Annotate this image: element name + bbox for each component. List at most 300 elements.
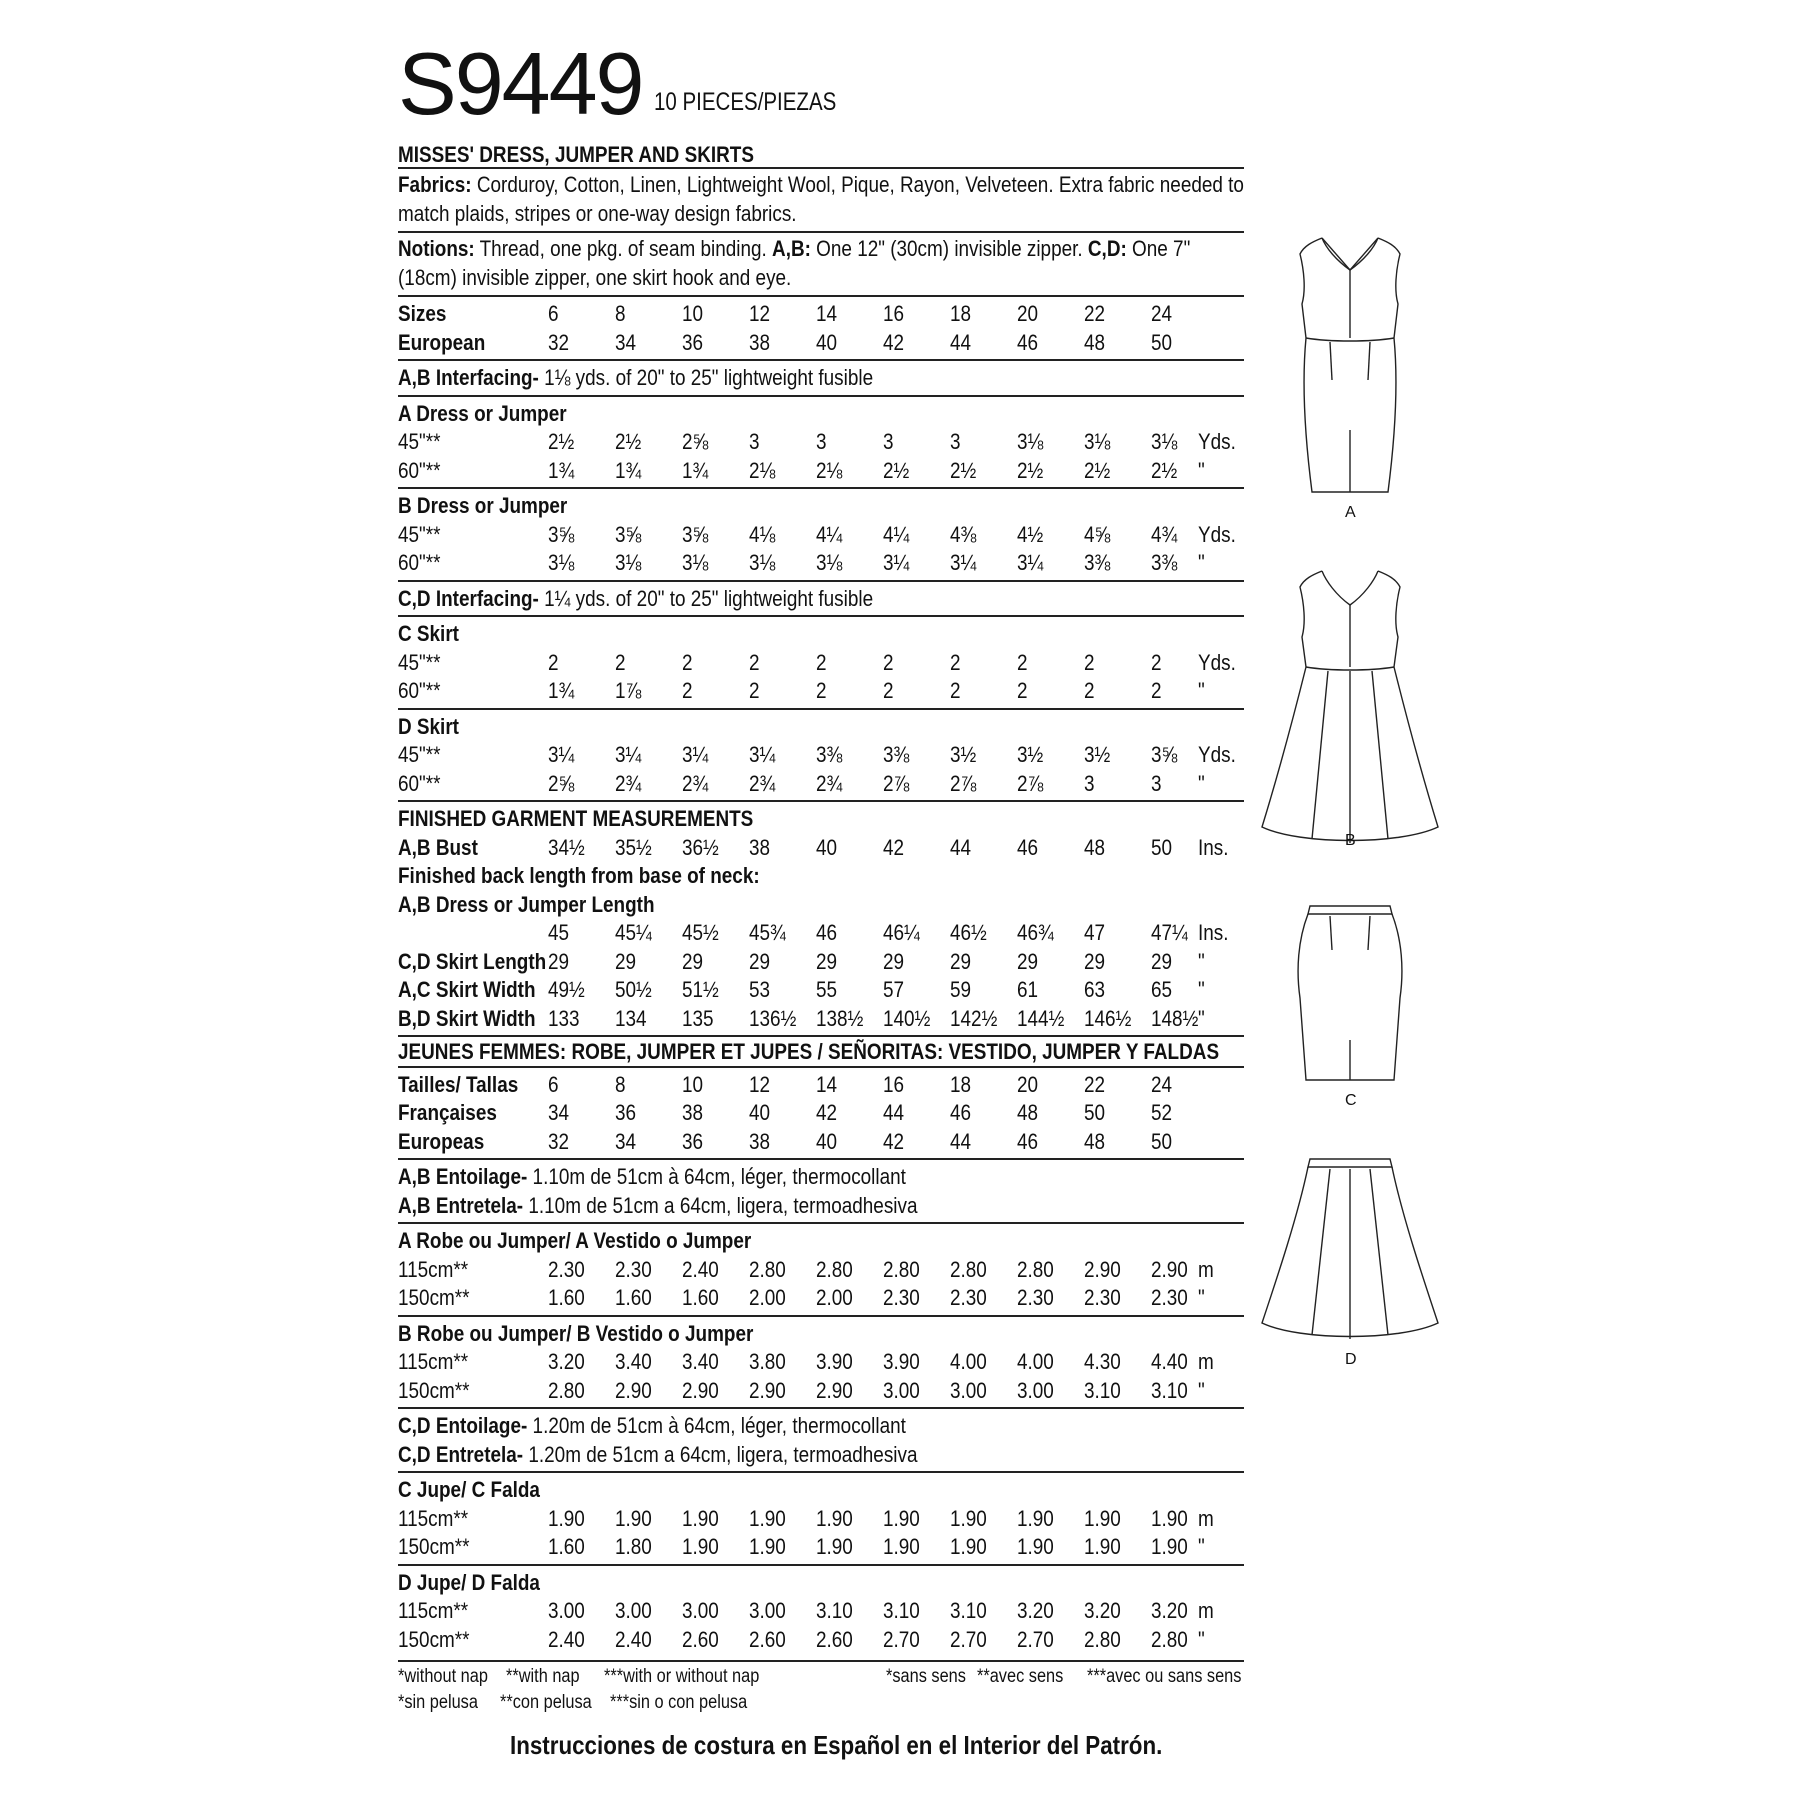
skirt-length-row [398,947,1244,976]
europeas-row-cell: 50 [1151,1128,1173,1154]
cd-entoilage-block-text [398,1413,906,1439]
francaises-row-cell: 52 [1151,1100,1173,1125]
sizes-row-cell: 14 [816,301,838,326]
cd-interfacing-text [398,586,873,612]
dress-yardage-row-label: 45"** [398,521,441,547]
skirt-length-row-label: C,D Skirt Length [398,948,547,974]
jupe-yardage-row-cell: 2.70 [950,1626,987,1652]
skirt-yardage-row-cell: 2 [682,649,693,675]
jupe-yardage-row-unit: " [1198,1626,1205,1652]
notions-text [398,233,1249,295]
dress-yardage-row [398,520,1244,549]
dress-yardage-row-cell: 4¾ [1151,521,1178,547]
robe-yardage-row-cell: 2.90 [749,1377,786,1403]
dress-length-row [398,918,1244,947]
cd-interfacing-block [398,582,1244,616]
jupe-yardage-row-cell: 1.90 [749,1534,786,1559]
tailles-row-cell: 10 [682,1071,704,1097]
jupe-yardage-row-cell: 1.90 [1017,1534,1054,1559]
dress-yardage-row-cell: 2½ [883,457,910,483]
jupe-yardage-row-cell: 1.60 [548,1534,585,1559]
notions-body-1: Thread, one pkg. of seam binding. [474,236,773,261]
dress-length-row-cell: 45½ [682,920,719,945]
skirt-yardage-row-cell: 3⅜ [816,742,843,767]
robe-yardage-row-cell: 2.90 [1084,1256,1121,1282]
europeas-row-cell: 34 [615,1128,637,1154]
jupe-yardage-row-cell: 2.40 [615,1626,652,1652]
view-d-skirt-illustration [1260,1155,1440,1345]
bust-row [398,833,1244,862]
bd-width-row-cell: 148½ [1151,1005,1199,1031]
robe-yardage-row-cell: 2.30 [548,1256,585,1282]
dress-yardage-row-cell: 3 [883,429,894,454]
footnote-fr-1: *sans sens [886,1666,966,1687]
jupe-yardage-row-cell: 1.90 [950,1505,987,1531]
ac-width-row-label: A,C Skirt Width [398,977,536,1002]
dress-yardage-row-cell: 3⅝ [548,521,575,547]
francaises-row-cell: 34 [548,1100,570,1125]
ab-entoilage-block-body: 1.10m de 51cm à 64cm, léger, thermocollant [527,1164,906,1189]
skirt-yardage-row-cell: 3¼ [615,742,642,767]
europeas-row-cell: 38 [749,1128,771,1154]
ab-entoilage-block-text [398,1164,906,1190]
ac-width-row [398,975,1244,1004]
jupe-yardage-row-cell: 3.20 [1017,1598,1054,1623]
dress-yardage-row-cell: 3⅛ [816,550,843,575]
jupe-yardage-row-cell: 2.80 [1084,1626,1121,1652]
skirt-yardage-row-cell: 2 [1151,678,1162,703]
francaises-row-cell: 38 [682,1100,704,1125]
dress-length-row-cell: 46¾ [1017,920,1054,945]
european-row-cell: 32 [548,329,570,355]
robe-yardage-block [398,1224,1244,1315]
bust-row-cell: 42 [883,834,905,860]
pattern-number: S9449 [398,34,643,133]
skirt-yardage-block [398,617,1244,708]
europeas-row-cell: 40 [816,1128,838,1154]
fabrics-text [398,169,1249,231]
robe-yardage-row-cell: 4.00 [950,1349,987,1374]
skirt-yardage-heading-label: C Skirt [398,621,459,646]
yardage-table [398,140,1244,1656]
dress-yardage-row-cell: 2½ [615,429,642,454]
jupe-yardage-row [398,1596,1244,1625]
jupe-yardage-row-cell: 1.90 [816,1534,853,1559]
jupe-yardage-row-cell: 1.90 [883,1505,920,1531]
skirt-yardage-row-cell: 2 [749,649,760,675]
skirt-yardage-row-cell: 2¾ [749,770,776,796]
european-row-cell: 34 [615,329,637,355]
dress-yardage-row-cell: 4¼ [883,521,910,547]
jupe-yardage-row-cell: 1.90 [1017,1505,1054,1531]
dress-length-row-unit: Ins. [1198,920,1229,945]
french-spanish-heading-text: JEUNES FEMMES: ROBE, JUMPER ET JUPES / SEÑORITAS: VESTIDO, JUMPER Y FALDAS [398,1039,1220,1064]
dress-yardage-row-cell: 2½ [548,429,575,454]
jupe-yardage-row-cell: 1.90 [1151,1534,1188,1559]
dress-yardage-row-cell: 3 [950,429,961,454]
skirt-yardage-row-cell: 2 [816,649,827,675]
robe-yardage-row-cell: 4.30 [1084,1349,1121,1374]
view-a-label: A [1345,504,1356,521]
cd-entoilage-block-row [398,1440,1244,1469]
back-length-note [398,861,1244,890]
jupe-yardage-row-cell: 3.10 [883,1598,920,1623]
cd-entoilage-block-row [398,1411,1244,1440]
francaises-row-cell: 44 [883,1100,905,1125]
jupe-yardage-row-cell: 1.80 [615,1534,652,1559]
jupe-yardage-row-cell: 3.10 [950,1598,987,1623]
skirt-yardage-row-unit: " [1198,770,1205,796]
bd-width-row-cell: 136½ [749,1005,797,1031]
footnote-fr-3: ***avec ou sans sens [1087,1666,1242,1687]
robe-yardage-row-cell: 3.00 [1017,1377,1054,1403]
skirt-yardage-row-cell: 2 [883,649,894,675]
jupe-yardage-row-unit: m [1198,1598,1214,1623]
footnote-es-1: *sin pelusa [398,1692,478,1713]
jupe-yardage-row-cell: 2.70 [883,1626,920,1652]
skirt-length-row-cell: 29 [950,948,972,974]
skirt-length-row-cell: 29 [548,948,570,974]
robe-yardage-row-cell: 2.80 [1017,1256,1054,1282]
dress-yardage-row-cell: 3¼ [1017,550,1044,575]
robe-yardage-row-cell: 3.80 [749,1349,786,1374]
ac-width-row-cell: 65 [1151,977,1173,1002]
sizes-row-cell: 16 [883,301,905,326]
cd-interfacing-body: 1¼ yds. of 20" to 25" lightweight fusible [538,585,874,611]
skirt-yardage-row-cell: 2⅞ [1017,770,1044,796]
ac-width-row-cell: 59 [950,977,972,1002]
robe-yardage-row-unit: m [1198,1256,1214,1282]
european-row-cell: 40 [816,329,838,355]
jupe-yardage-row-cell: 1.90 [1084,1505,1121,1531]
jupe-yardage-row-cell: 3.00 [548,1598,585,1623]
view-c-label: C [1345,1092,1357,1109]
footnote-en-1: *without nap [398,1666,488,1687]
jupe-yardage-row-cell: 1.90 [682,1505,719,1531]
francaises-row-cell: 50 [1084,1100,1106,1125]
skirt-yardage-row-cell: 3¼ [749,742,776,767]
robe-yardage-row-cell: 2.90 [615,1377,652,1403]
title-text: MISSES' DRESS, JUMPER AND SKIRTS [398,142,754,167]
ac-width-row-cell: 61 [1017,977,1039,1002]
robe-yardage-row-cell: 2.30 [1084,1285,1121,1310]
european-row-label: European [398,329,486,355]
bust-row-cell: 36½ [682,834,719,860]
robe-yardage-row-cell: 2.80 [883,1256,920,1282]
dress-yardage-heading-label: A Dress or Jumper [398,400,567,426]
skirt-yardage-row-cell: 2¾ [816,770,843,796]
skirt-length-row-cell: 29 [615,948,637,974]
ab-entoilage-block-label: A,B Entoilage- [398,1164,528,1189]
skirt-yardage-row-cell: 3 [1084,770,1095,796]
skirt-yardage-row-label: 60"** [398,678,441,703]
dress-yardage-row-cell: 4⅜ [950,521,977,547]
robe-yardage-row-cell: 1.60 [615,1285,652,1310]
tailles-row-cell: 14 [816,1071,838,1097]
fabrics-body: Corduroy, Cotton, Linen, Lightweight Wool, Pique, Rayon, Velveteen. Extra fabric needed to match plaids, stripes or one-way design fabrics. [398,172,1244,226]
jupe-yardage-row-label: 150cm** [398,1626,470,1652]
dress-length-row-cell: 45 [548,920,570,945]
robe-yardage-row [398,1347,1244,1376]
skirt-yardage-row-cell: 2 [749,678,760,703]
european-row-cell: 50 [1151,329,1173,355]
robe-yardage-row-cell: 2.80 [749,1256,786,1282]
tailles-row-cell: 24 [1151,1071,1173,1097]
footnote-en-3: ***with or without nap [604,1666,760,1687]
skirt-yardage-heading [398,619,1244,648]
dress-length-heading-label: A,B Dress or Jumper Length [398,891,655,917]
ab-interfacing-text [398,365,873,391]
notions-body-2: One 12" (30cm) invisible zipper. [810,236,1088,261]
dress-yardage-row-cell: 3 [816,429,827,454]
ab-entoilage-block-body: 1.10m de 51cm a 64cm, ligera, termoadhesiva [523,1192,918,1218]
ab-entoilage-block [398,1160,1244,1222]
view-c-skirt-illustration [1260,900,1440,1090]
skirt-yardage-row [398,676,1244,705]
robe-yardage-row-label: 150cm** [398,1285,470,1310]
europeas-row-cell: 44 [950,1128,972,1154]
sizes-row-cell: 18 [950,301,972,326]
notions-ab: A,B: [772,236,811,261]
skirt-yardage-row-cell: 2 [1017,678,1028,703]
robe-yardage-heading [398,1319,1244,1348]
robe-yardage-row-cell: 2.80 [950,1256,987,1282]
robe-yardage-heading-label: B Robe ou Jumper/ B Vestido o Jumper [398,1320,754,1346]
skirt-yardage-row-cell: 2 [816,678,827,703]
robe-yardage-row-unit: m [1198,1349,1214,1374]
dress-yardage-row-label: 45"** [398,429,441,454]
dress-yardage-row-label: 60"** [398,457,441,483]
bd-width-row-cell: 142½ [950,1005,998,1031]
europeas-row [398,1127,1244,1156]
dress-yardage-row-cell: 3⅝ [615,521,642,547]
french-spanish-heading [398,1037,1244,1066]
francaises-row-cell: 42 [816,1100,838,1125]
view-b-label: B [1345,832,1356,849]
robe-yardage-row-label: 115cm** [398,1256,469,1282]
europeas-row-cell: 48 [1084,1128,1106,1154]
ab-entoilage-block-row [398,1162,1244,1191]
dress-yardage-row-cell: 3⅛ [1017,429,1044,454]
francaises-row [398,1098,1244,1127]
dress-yardage-row-cell: 4⅛ [749,521,776,547]
dress-yardage-row-cell: 2⅛ [816,457,843,483]
dress-yardage-heading-label: B Dress or Jumper [398,493,568,518]
jupe-yardage-row-cell: 2.80 [1151,1626,1188,1652]
skirt-length-row-cell: 29 [1017,948,1039,974]
dress-yardage-row-cell: 2⅛ [749,457,776,483]
jupe-yardage-row-cell: 1.90 [1084,1534,1121,1559]
dress-yardage-row-cell: 4⅝ [1084,521,1111,547]
robe-yardage-row-cell: 3.40 [682,1349,719,1374]
robe-yardage-block [398,1317,1244,1408]
skirt-yardage-row-cell: 1¾ [548,678,575,703]
jupe-yardage-row-cell: 1.90 [749,1505,786,1531]
bust-row-cell: 50 [1151,834,1173,860]
cd-entoilage-block-body: 1.20m de 51cm a 64cm, ligera, termoadhesiva [523,1441,918,1467]
cd-interfacing-row [398,584,1244,613]
jupe-yardage-row-label: 150cm** [398,1534,470,1559]
ab-interfacing-row [398,363,1244,392]
footnote-es-2: **con pelusa [500,1692,592,1713]
dress-yardage-row-cell: 2⅝ [682,429,709,454]
skirt-length-row-cell: 29 [1151,948,1173,974]
robe-yardage-row-cell: 4.40 [1151,1349,1188,1374]
bd-width-row-cell: 146½ [1084,1005,1132,1031]
robe-yardage-row-cell: 2.30 [1151,1285,1188,1310]
sizes-row-label: Sizes [398,301,447,326]
robe-yardage-row-cell: 2.30 [950,1285,987,1310]
view-a-dress-illustration [1260,230,1440,510]
robe-yardage-row-cell: 3.00 [883,1377,920,1403]
dress-yardage-row-cell: 2½ [1084,457,1111,483]
tailles-row-cell: 22 [1084,1071,1106,1097]
jupe-yardage-row-cell: 1.90 [682,1534,719,1559]
european-row [398,328,1244,357]
view-b-dress-illustration [1260,565,1440,855]
robe-yardage-row-cell: 2.90 [682,1377,719,1403]
tailles-row-cell: 6 [548,1071,559,1097]
bust-row-cell: 38 [749,834,771,860]
fabrics-label: Fabrics: [398,172,472,197]
skirt-yardage-row-unit: Yds. [1198,742,1236,767]
view-b-sketch [1260,565,1440,860]
footnote-en-2: **with nap [506,1666,580,1687]
cd-entoilage-block-body: 1.20m de 51cm à 64cm, léger, thermocollant [527,1413,906,1438]
robe-yardage-row-cell: 2.30 [1017,1285,1054,1310]
dress-yardage-heading [398,491,1244,520]
sizes-row-cell: 10 [682,301,704,326]
robe-yardage-row-cell: 3.10 [1084,1377,1121,1403]
pattern-title [398,140,1244,167]
jupe-yardage-row-cell: 2.60 [816,1626,853,1652]
dress-yardage-row-unit: Yds. [1198,429,1236,454]
skirt-yardage-row-label: 45"** [398,742,441,767]
footnote-divider [398,1660,1244,1662]
european-row-cell: 36 [682,329,704,355]
skirt-yardage-row-cell: 2⅞ [950,770,977,796]
bust-row-cell: 48 [1084,834,1106,860]
dress-yardage-row-cell: 2½ [1151,457,1178,483]
footnotes [398,1660,1244,1718]
finished-measurements-block [398,802,1244,1035]
robe-yardage-row-unit: " [1198,1377,1205,1403]
bust-row-unit: Ins. [1198,834,1229,860]
jupe-yardage-block [398,1473,1244,1564]
skirt-yardage-row-cell: 2 [548,649,559,675]
europeas-row-cell: 32 [548,1128,570,1154]
tailles-row-cell: 16 [883,1071,905,1097]
jupe-yardage-row-cell: 1.90 [816,1505,853,1531]
european-row-cell: 48 [1084,329,1106,355]
european-row-cell: 38 [749,329,771,355]
jupe-yardage-row-cell: 3.00 [615,1598,652,1623]
robe-yardage-row-cell: 2.80 [816,1256,853,1282]
jupe-yardage-row-label: 115cm** [398,1505,469,1531]
europeas-row-cell: 42 [883,1128,905,1154]
spanish-instructions-note: Instrucciones de costura en Español en el Interior del Patrón. [510,1730,1163,1760]
skirt-yardage-row-cell: 2 [1017,649,1028,675]
view-d-sketch [1260,1155,1440,1368]
dress-length-row-cell: 47¼ [1151,920,1188,945]
ac-width-row-unit: " [1198,977,1205,1002]
skirt-yardage-row-cell: 3½ [1084,742,1111,767]
bd-width-row-cell: 138½ [816,1005,864,1031]
robe-yardage-row-cell: 2.30 [615,1256,652,1282]
footnote-line-1 [398,1666,1244,1692]
skirt-yardage-row-cell: 2¾ [682,770,709,796]
european-row-cell: 44 [950,329,972,355]
view-a-sketch [1260,230,1440,521]
dress-yardage-row-cell: 3⅛ [1084,429,1111,454]
bust-row-cell: 40 [816,834,838,860]
europeas-row-label: Europeas [398,1128,485,1154]
finished-heading-label: FINISHED GARMENT MEASUREMENTS [398,806,754,831]
ac-width-row-cell: 53 [749,977,771,1002]
skirt-length-row-cell: 29 [749,948,771,974]
robe-yardage-row-cell: 2.90 [1151,1256,1188,1282]
jupe-yardage-block [398,1566,1244,1657]
skirt-yardage-row-cell: 3 [1151,770,1162,796]
skirt-yardage-row-cell: 1⅞ [615,678,642,703]
back-length-note-label: Finished back length from base of neck: [398,863,760,888]
tailles-row-label: Tailles/ Tallas [398,1071,519,1097]
robe-yardage-row-cell: 1.60 [682,1285,719,1310]
skirt-yardage-row-unit: " [1198,678,1205,703]
sizes-block [398,297,1244,359]
cd-interfacing-label: C,D Interfacing- [398,585,539,611]
skirt-yardage-row [398,740,1244,769]
skirt-yardage-row-cell: 2⅞ [883,770,910,796]
robe-yardage-row-unit: " [1198,1285,1205,1310]
dress-yardage-row-cell: 1¾ [682,457,709,483]
skirt-yardage-row-cell: 3½ [950,742,977,767]
jupe-yardage-heading-label: D Jupe/ D Falda [398,1569,540,1595]
bd-width-row-unit: " [1198,1005,1205,1031]
dress-length-row-cell: 46 [816,920,838,945]
skirt-yardage-row-cell: 3⅝ [1151,742,1178,767]
skirt-yardage-heading [398,712,1244,741]
sizes-row-cell: 6 [548,301,559,326]
robe-yardage-row [398,1255,1244,1284]
francaises-row-cell: 36 [615,1100,637,1125]
jupe-yardage-row [398,1532,1244,1561]
robe-yardage-row-cell: 3.40 [615,1349,652,1374]
skirt-yardage-row [398,769,1244,798]
skirt-length-row-cell: 29 [1084,948,1106,974]
jupe-yardage-row-cell: 2.60 [749,1626,786,1652]
skirt-yardage-row-cell: 3¼ [682,742,709,767]
robe-yardage-row-cell: 2.30 [883,1285,920,1310]
cd-entoilage-block-label: C,D Entretela- [398,1441,524,1467]
skirt-yardage-row-cell: 2 [682,678,693,703]
tailles-row-cell: 20 [1017,1071,1039,1097]
skirt-yardage-row-label: 60"** [398,770,441,796]
jupe-yardage-row-cell: 2.40 [548,1626,585,1652]
ac-width-row-cell: 49½ [548,977,585,1002]
tailles-row [398,1070,1244,1099]
bd-width-row [398,1004,1244,1033]
jupe-yardage-row-cell: 1.90 [883,1534,920,1559]
jupe-yardage-heading [398,1475,1244,1504]
francaises-row-cell: 40 [749,1100,771,1125]
dress-yardage-row-cell: 3⅛ [548,550,575,575]
jupe-yardage-row-cell: 2.60 [682,1626,719,1652]
skirt-yardage-row-cell: 3¼ [548,742,575,767]
skirt-length-row-cell: 29 [883,948,905,974]
robe-yardage-heading [398,1226,1244,1255]
robe-yardage-row-cell: 3.20 [548,1349,585,1374]
